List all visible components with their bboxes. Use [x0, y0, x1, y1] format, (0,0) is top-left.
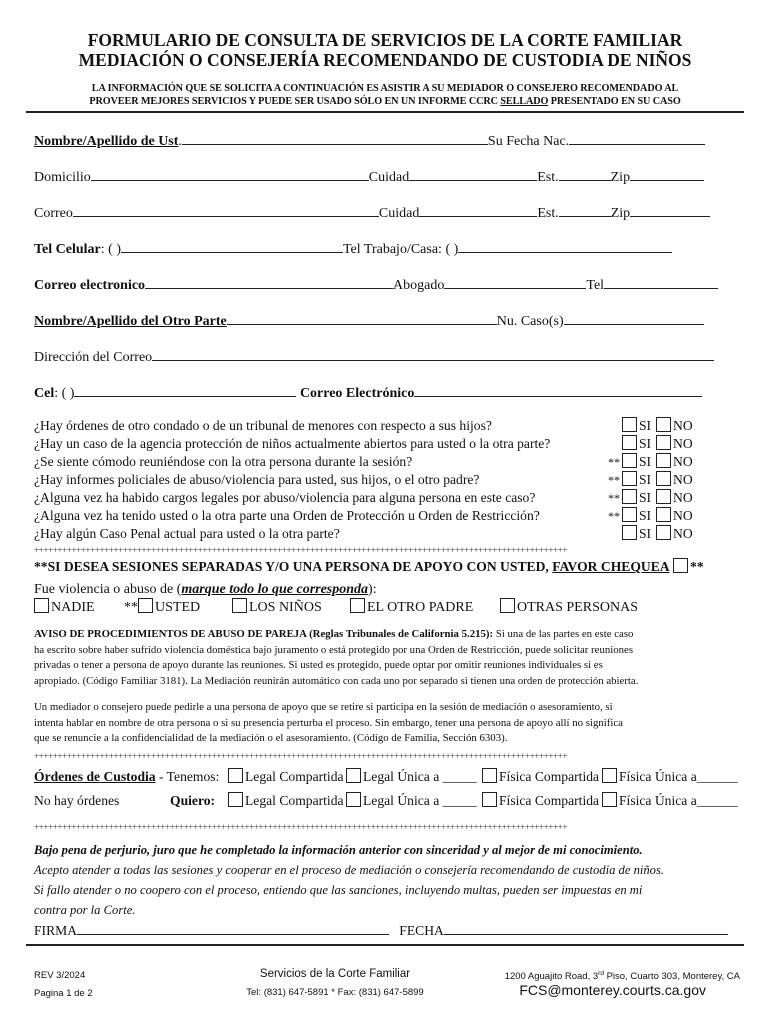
si-checkbox[interactable]: [622, 417, 637, 432]
footer-rev: REV 3/2024: [34, 970, 86, 981]
question-row: ¿Hay algún Caso Penal actual para usted o la otra parte? SI NO: [34, 526, 693, 541]
field-row-cel: Cel: ( ) Correo Electrónico: [34, 382, 740, 402]
correo-electronico2-input-line[interactable]: [414, 382, 702, 397]
est-input-line[interactable]: [559, 166, 611, 181]
cuidad-input-line[interactable]: [409, 166, 537, 181]
signature-row: FIRMA FECHA: [34, 920, 740, 940]
separator-plus: ++++++++++++++++++++++++++++++++++++++++++++++++++++++++++++++++++++++++++++++++++++++++++++++++++++++++++++++++++: [34, 545, 568, 555]
otro-parte-input-line[interactable]: [227, 310, 497, 325]
field-row-nombre: Nombre/Apellido de Ust. Su Fecha Nac.: [34, 130, 740, 150]
firma-input-line[interactable]: [77, 920, 389, 935]
no-checkbox[interactable]: [656, 453, 671, 468]
si-checkbox[interactable]: [622, 471, 637, 486]
cel-input-line[interactable]: [74, 382, 296, 397]
tel-abogado-input-line[interactable]: [604, 274, 718, 289]
otro-padre-checkbox[interactable]: [350, 598, 365, 613]
quiero-legal-unica-checkbox[interactable]: [346, 792, 361, 807]
correo-input-line[interactable]: [73, 202, 379, 217]
question-row: ¿Alguna vez ha tenido usted o la otra parte una Orden de Protección u Orden de Restricción? ** SI NO: [34, 508, 693, 523]
footer-center-title: Servicios de la Corte Familiar: [259, 968, 411, 980]
question-row: ¿Hay órdenes de otro condado o de un tribunal de menores con respecto a sus hijos? SI NO: [34, 418, 693, 433]
field-row-correo: Correo Cuidad Est. Zip: [34, 202, 740, 222]
zip-input-line[interactable]: [630, 166, 704, 181]
separator-plus: ++++++++++++++++++++++++++++++++++++++++++++++++++++++++++++++++++++++++++++++++++++++++++++++++++++++++++++++++++: [34, 822, 568, 832]
los-ninos-checkbox[interactable]: [232, 598, 247, 613]
nombre-input-line[interactable]: [182, 130, 488, 145]
footer-address: 1200 Aguajito Road, 3rd Piso, Cuarto 303, Monterey, CA: [504, 970, 740, 983]
separate-sessions-row: **SI DESEA SESIONES SEPARADAS Y/O UNA PERSONA DE APOYO CON USTED, FAVOR CHEQUEA **: [34, 559, 704, 574]
tel-trabajo-input-line[interactable]: [458, 238, 672, 253]
tenemos-legal-compartida-checkbox[interactable]: [228, 768, 243, 783]
question-row: ¿Hay un caso de la agencia protección de niños actualmente abiertos para usted o la otra parte? SI NO: [34, 436, 693, 451]
field-row-otro-parte: Nombre/Apellido del Otro Parte Nu. Caso(s): [34, 310, 740, 330]
si-checkbox[interactable]: [622, 489, 637, 504]
form-title-line1: FORMULARIO DE CONSULTA DE SERVICIOS DE LA CORTE FAMILIAR: [87, 30, 683, 50]
direccion-correo-input-line[interactable]: [152, 346, 714, 361]
footer-center-phone: Tel: (831) 647-5891 * Fax: (831) 647-5899: [246, 987, 424, 998]
header-divider: [26, 111, 744, 113]
declaration: Bajo pena de perjurio, juro que he completado la información anterior con sinceridad y al mejor de mi conocimiento. Acepto atender a todas las sesiones y cooperar en el proceso de mediación o consejería recomendando de custodia de niños. Si fallo atender o no coopero con el proceso, entiendo que las sanciones, incluyendo multas, pueden ser impuestas en mi contra por la Corte.: [34, 843, 665, 917]
field-row-domicilio: Domicilio Cuidad Est. Zip: [34, 166, 740, 186]
no-checkbox[interactable]: [656, 525, 671, 540]
nadie-checkbox[interactable]: [34, 598, 49, 613]
si-checkbox[interactable]: [622, 435, 637, 450]
usted-checkbox[interactable]: [138, 598, 153, 613]
footer-page: Pagina 1 de 2: [34, 988, 93, 999]
separate-sessions-checkbox[interactable]: [673, 558, 688, 573]
est2-input-line[interactable]: [559, 202, 611, 217]
otras-personas-checkbox[interactable]: [500, 598, 515, 613]
mediador-paragraph: Un mediador o consejero puede pedirle a una persona de apoyo que se retire si participa en la sesión de mediación o asesoramiento, si intenta hablar en nombre de otra persona o si su presencia perturba el proceso. Sin embargo, tener una persona de apoyo allí no significa que se renuncie a la confidencialidad de la mediación o el asesoramiento. (Código de Familia, Sección 6303).: [34, 701, 623, 744]
cuidad2-input-line[interactable]: [419, 202, 537, 217]
si-checkbox[interactable]: [622, 525, 637, 540]
tenemos-fisica-compartida-checkbox[interactable]: [482, 768, 497, 783]
no-checkbox[interactable]: [656, 417, 671, 432]
no-checkbox[interactable]: [656, 507, 671, 522]
tenemos-fisica-unica-checkbox[interactable]: [602, 768, 617, 783]
no-checkbox[interactable]: [656, 435, 671, 450]
violence-prompt: Fue violencia o abuso de (marque todo lo que corresponda):: [34, 582, 377, 597]
question-row: ¿Hay informes policiales de abuso/violencia para usted, sus hijos, o el otro padre? ** SI NO: [34, 472, 693, 487]
si-checkbox[interactable]: [622, 453, 637, 468]
quiero-legal-compartida-checkbox[interactable]: [228, 792, 243, 807]
no-checkbox[interactable]: [656, 489, 671, 504]
custodia-quiero-row: No hay órdenes Quiero: Legal Compartida Legal Única a _____ Física Compartida Física Única a______: [34, 793, 738, 808]
footer-divider: [26, 944, 744, 946]
form-title-line2: MEDIACIÓN O CONSEJERÍA RECOMENDANDO DE CUSTODIA DE NIÑOS: [78, 50, 692, 70]
abogado-input-line[interactable]: [444, 274, 586, 289]
correo-electronico-input-line[interactable]: [145, 274, 393, 289]
fecha-input-line[interactable]: [444, 920, 728, 935]
footer-email[interactable]: FCS@monterey.courts.ca.gov: [519, 982, 706, 998]
form-subtitle-line2: PROVEER MEJORES SERVICIOS Y PUEDE SER USADO SÓLO EN UN INFORME CCRC SELLADO PRESENTADO EN SU CASO: [89, 96, 681, 107]
nu-caso-input-line[interactable]: [564, 310, 704, 325]
separator-plus: ++++++++++++++++++++++++++++++++++++++++++++++++++++++++++++++++++++++++++++++++++++++++++++++++++++++++++++++++++: [34, 751, 568, 761]
field-row-telefono: Tel Celular: ( ) Tel Trabajo/Casa: ( ): [34, 238, 740, 258]
zip2-input-line[interactable]: [630, 202, 710, 217]
quiero-fisica-compartida-checkbox[interactable]: [482, 792, 497, 807]
form-subtitle-line1: LA INFORMACIÓN QUE SE SOLICITA A CONTINUACIÓN ES ASISTIR A SU MEDIADOR O CONSEJERO RECOMENDADO AL: [91, 83, 679, 94]
quiero-fisica-unica-checkbox[interactable]: [602, 792, 617, 807]
question-row: ¿Se siente cómodo reuniéndose con la otra persona durante la sesión? ** SI NO: [34, 454, 693, 469]
custodia-tenemos-row: Órdenes de Custodia - Tenemos: Legal Compartida Legal Única a _____ Física Compartida Física Única a______: [34, 769, 738, 784]
tenemos-legal-unica-checkbox[interactable]: [346, 768, 361, 783]
domicilio-input-line[interactable]: [91, 166, 369, 181]
no-checkbox[interactable]: [656, 471, 671, 486]
aviso-paragraph: AVISO DE PROCEDIMIENTOS DE ABUSO DE PAREJA (Reglas Tribunales de California 5.215): Si una de las partes en este caso ha escrito sobre haber sufrido violencia doméstica bajo juramento o está protegido por una Orden de Restricción, puede solicitar reuniones privadas o tener a persona de apoyo durante las reuniones. Si usted es protegido, puede optar por omitir reuniones individuales si es apropiado. (Código Familiar 3181). La Mediación reunirán automático con cada uno por separado si tienen una orden de protección abierta.: [34, 628, 639, 687]
violence-options: NADIE ** USTED LOS NIÑOS EL OTRO PADRE OTRAS PERSONAS: [34, 598, 740, 618]
field-row-direccion: Dirección del Correo: [34, 346, 740, 366]
fecha-nac-input-line[interactable]: [569, 130, 705, 145]
question-row: ¿Alguna vez ha habido cargos legales por abuso/violencia para alguna persona en este caso? ** SI NO: [34, 490, 693, 505]
tel-celular-input-line[interactable]: [121, 238, 343, 253]
field-row-correo-electronico: Correo electronico Abogado Tel: [34, 274, 740, 294]
si-checkbox[interactable]: [622, 507, 637, 522]
